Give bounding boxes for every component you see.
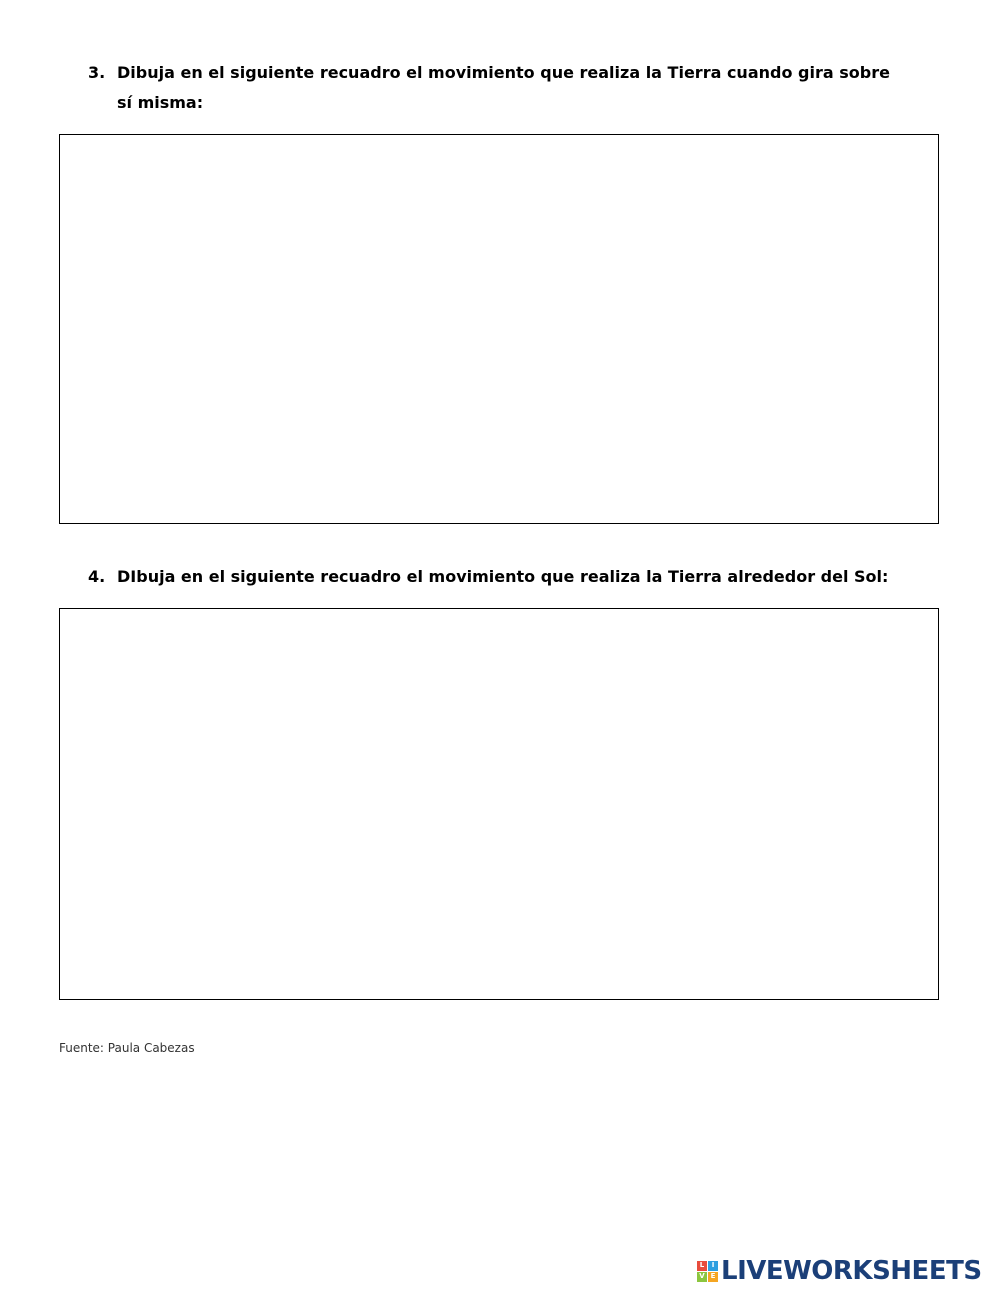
question-3 [88, 58, 908, 118]
liveworksheets-logo [697, 1255, 982, 1287]
logo-text: LIVEWORKSHEETS [721, 1256, 982, 1286]
question-3-text: Dibuja en el siguiente recuadro el movimiento que realiza la Tierra cuando gira sobre sí misma: [117, 63, 890, 112]
source-credit: Fuente: Paula Cabezas [59, 1041, 195, 1055]
question-4-number: 4. [88, 567, 106, 586]
logo-mark-letter-v: V [697, 1272, 707, 1282]
logo-mark-letter-l: L [697, 1261, 707, 1271]
drawing-box-translation[interactable] [59, 608, 939, 1000]
logo-mark-letter-e: E [708, 1272, 718, 1282]
question-3-number: 3. [88, 63, 106, 82]
drawing-box-rotation[interactable] [59, 134, 939, 524]
logo-mark-icon [697, 1261, 718, 1282]
question-4 [88, 562, 908, 592]
logo-mark-letter-i: I [708, 1261, 718, 1271]
question-4-text: DIbuja en el siguiente recuadro el movimiento que realiza la Tierra alrededor del Sol: [117, 567, 889, 586]
